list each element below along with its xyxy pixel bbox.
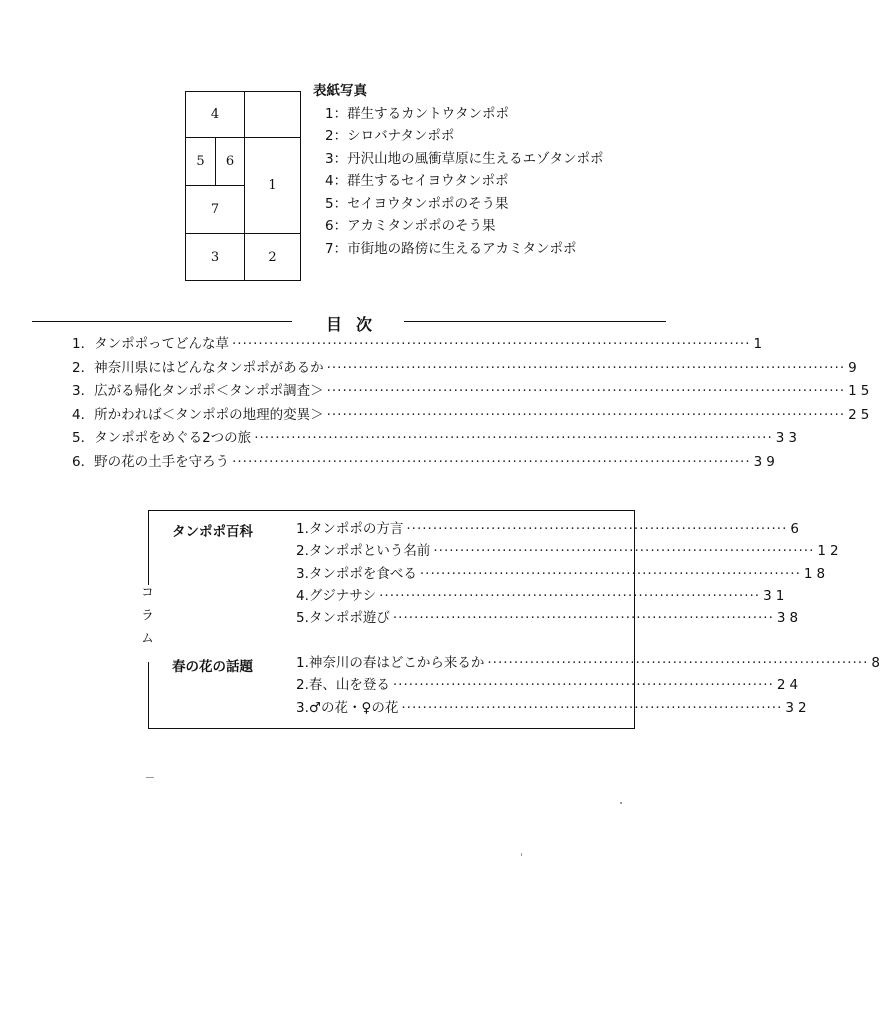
column-entry-number: 4. [296, 587, 309, 604]
cover-legend-item: 2：シロバナタンポポ [325, 128, 455, 144]
scan-speck [146, 777, 154, 778]
column-entry[interactable] [296, 652, 884, 674]
column-entry-number: 1. [296, 655, 309, 671]
column-entry-title: グジナサシ [308, 587, 377, 604]
column-group-title: タンポポ百科 [172, 524, 253, 540]
toc-entry-page: 39 [753, 453, 779, 470]
column-entry[interactable] [296, 585, 789, 607]
toc-leader-dots: ·································································································· [231, 336, 751, 352]
column-entry-page: 38 [776, 610, 803, 627]
column-entry-title: タンポポを食べる [308, 565, 417, 582]
cover-legend [313, 80, 603, 260]
column-group-title: 春の花の話題 [172, 659, 253, 675]
column-entry[interactable] [296, 540, 843, 562]
column-leader-dots: ········································································ [379, 587, 761, 604]
toc-entry-title: 野の花の土手を守ろう [94, 453, 230, 470]
cover-cell-7: 7 [185, 185, 245, 234]
column-entry-number: 1. [296, 521, 309, 537]
column-entry-title: タンポポの方言 [308, 521, 404, 537]
toc-entry-number: 2． [72, 359, 95, 376]
column-entry-page: 18 [803, 565, 830, 582]
scan-speck [521, 853, 522, 856]
cover-legend-item: 5：セイヨウタンポポのそう果 [325, 195, 509, 212]
toc-entry-number: 6． [72, 453, 95, 470]
toc-entry-page: 9 [848, 359, 861, 376]
toc-leader-dots: ·································································································· [326, 383, 846, 399]
column-entry[interactable] [296, 674, 803, 696]
column-entry-number: 2. [296, 543, 309, 560]
column-entry[interactable] [296, 563, 830, 585]
column-entry-page: 24 [776, 677, 803, 694]
toc-entry[interactable] [72, 333, 767, 357]
toc-entry[interactable] [72, 357, 861, 381]
toc-entry-number: 3． [72, 383, 95, 399]
cover-cell-5: 5 [185, 137, 216, 186]
column-entry-page: 8 [871, 655, 884, 671]
cover-legend-item: 1：群生するカントウタンポポ [325, 105, 509, 122]
cover-cell-3: 3 [185, 233, 245, 281]
cover-legend-item: 6：アカミタンポポのそう果 [325, 218, 496, 234]
column-entry-page: 32 [785, 699, 811, 716]
cover-legend-item: 3：丹沢山地の風衝草原に生えるエゾタンポポ [325, 150, 604, 167]
cover-layout-grid [185, 91, 301, 281]
cover-cell-blank [244, 91, 301, 138]
toc-entry-title: 広がる帰化タンポポ＜タンポポ調査＞ [94, 383, 324, 399]
column-entry-title: 神奈川の春はどこから来るか [308, 655, 485, 671]
toc-entry[interactable] [72, 404, 874, 428]
column-entry-page: 31 [763, 587, 789, 604]
column-leader-dots: ········································································ [487, 655, 869, 671]
column-leader-dots: ········································································ [419, 565, 801, 582]
column-entry-number: 3. [296, 699, 309, 716]
toc-entry-page: 33 [775, 430, 801, 446]
column-leader-dots: ········································································ [392, 677, 774, 694]
column-entry-number: 5. [296, 610, 309, 627]
cover-cell-2: 2 [244, 233, 301, 281]
toc-leader-dots: ·································································································· [326, 359, 846, 376]
column-leader-dots: ········································································ [401, 699, 783, 716]
column-entry-page: 12 [817, 543, 843, 560]
toc-entry-number: 1． [72, 336, 95, 352]
column-entry-title: 春、山を登る [308, 677, 390, 694]
toc-entry-page: 1 [753, 336, 767, 352]
column-group-list [296, 518, 843, 629]
cover-cell-1: 1 [244, 137, 301, 234]
column-entry-page: 6 [790, 521, 803, 537]
column-box-label [128, 585, 162, 662]
column-entry-number: 3. [296, 565, 309, 582]
column-entry[interactable] [296, 518, 803, 540]
column-entry-title: タンポポ遊び [308, 610, 390, 627]
toc-entry-title: タンポポをめぐる2つの旅 [94, 430, 252, 446]
toc-list [72, 333, 874, 474]
toc-entry-title: 神奈川県にはどんなタンポポがあるか [94, 359, 324, 376]
toc-entry-page: 25 [848, 406, 874, 423]
cover-legend-title: 表紙写真 [313, 83, 367, 99]
column-entry[interactable] [296, 697, 811, 719]
toc-entry-number: 4． [72, 406, 95, 423]
column-entry[interactable] [296, 607, 803, 629]
toc-title: 目次 [325, 315, 386, 334]
cover-legend-item: 4：群生するセイヨウタンポポ [325, 173, 509, 189]
column-group-list [296, 652, 884, 719]
toc-leader-dots: ·································································································· [254, 430, 773, 446]
column-entry-number: 2. [296, 677, 309, 694]
toc-entry[interactable] [72, 427, 801, 451]
toc-heading [32, 312, 666, 332]
cover-legend-item: 7：市街地の路傍に生えるアカミタンポポ [325, 240, 577, 257]
toc-entry[interactable] [72, 380, 874, 404]
toc-entry[interactable] [72, 451, 779, 475]
toc-leader-dots: ·································································································· [232, 453, 751, 470]
scan-speck [620, 802, 622, 804]
column-label-text: コラム [138, 585, 153, 654]
toc-entry-title: タンポポってどんな草 [94, 336, 229, 352]
column-leader-dots: ········································································ [433, 543, 815, 560]
toc-entry-number: 5． [72, 430, 95, 446]
column-entry-title: ♂の花・♀の花 [308, 699, 399, 716]
toc-entry-title: 所かわれば＜タンポポの地理的変異＞ [94, 406, 324, 423]
cover-cell-4: 4 [185, 91, 245, 138]
column-leader-dots: ········································································ [392, 610, 774, 627]
cover-cell-6: 6 [215, 137, 245, 186]
toc-entry-page: 15 [848, 383, 874, 399]
column-leader-dots: ········································································ [406, 521, 788, 537]
toc-leader-dots: ·································································································· [326, 406, 846, 423]
column-entry-title: タンポポという名前 [308, 543, 431, 560]
